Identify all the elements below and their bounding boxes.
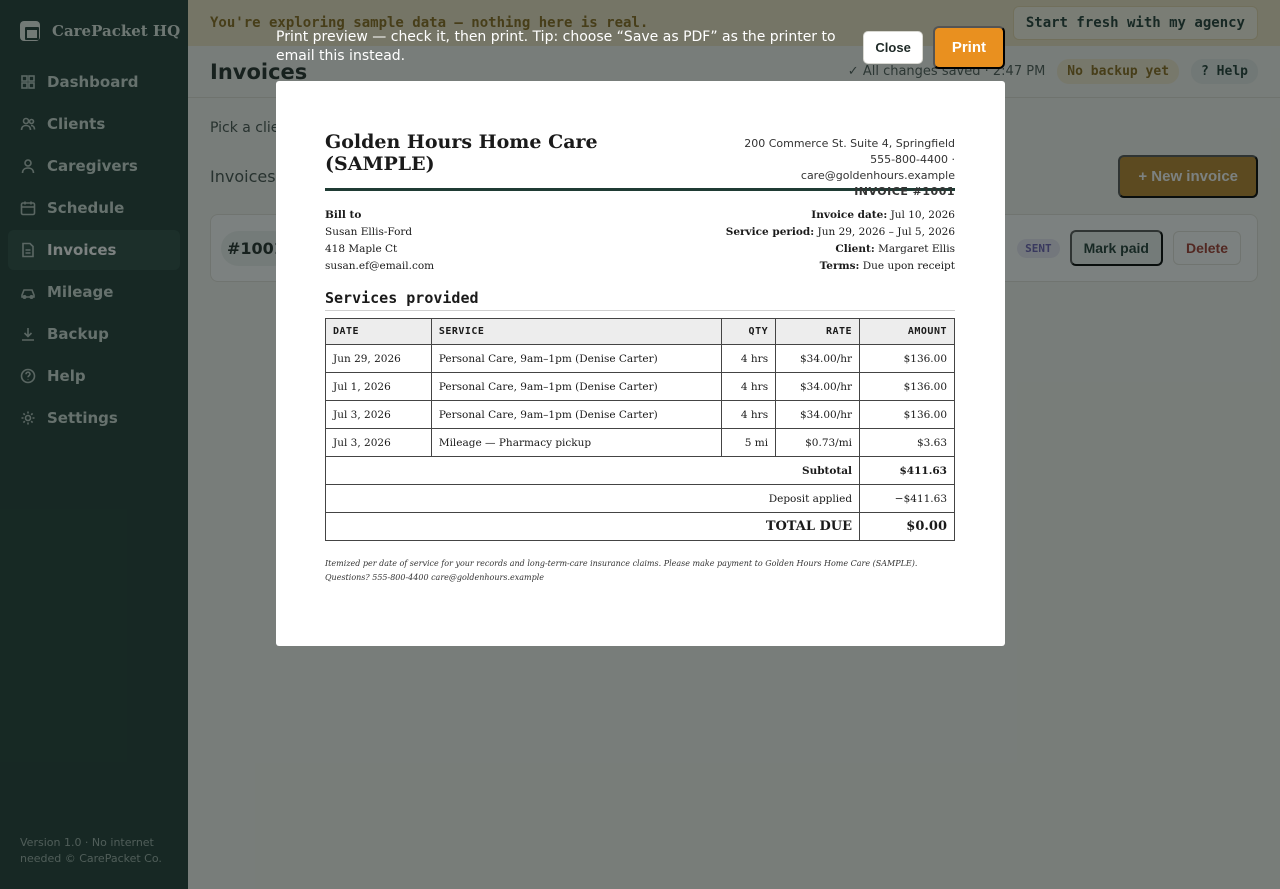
bill-to-label: Bill to — [325, 209, 362, 221]
cell-service: Personal Care, 9am–1pm (Denise Carter) — [431, 373, 721, 401]
client-name — [726, 241, 955, 258]
table-row — [326, 373, 955, 401]
invoice-paper — [276, 81, 1005, 646]
subtotal-value: $411.63 — [860, 457, 955, 485]
meta-label: Client: — [835, 243, 875, 255]
cell-date: Jul 1, 2026 — [326, 373, 432, 401]
meta-value: Jun 29, 2026 – Jul 5, 2026 — [817, 226, 955, 238]
agency-address: 200 Commerce St. Suite 4, Springfield — [744, 137, 955, 150]
column-header-qty: QTY — [722, 319, 776, 345]
invoice-date — [726, 207, 955, 224]
table-row — [326, 429, 955, 457]
cell-qty: 4 hrs — [722, 345, 776, 373]
service-period — [726, 224, 955, 241]
deposit-label: Deposit applied — [326, 485, 860, 513]
total-label: TOTAL DUE — [326, 513, 860, 541]
cell-amount: $3.63 — [860, 429, 955, 457]
print-preview-actions — [863, 27, 1005, 67]
payment-terms — [726, 258, 955, 275]
cell-qty: 4 hrs — [722, 401, 776, 429]
cell-date: Jul 3, 2026 — [326, 429, 432, 457]
cell-rate: $34.00/hr — [776, 345, 860, 373]
cell-amount: $136.00 — [860, 373, 955, 401]
cell-rate: $34.00/hr — [776, 373, 860, 401]
cell-amount: $136.00 — [860, 401, 955, 429]
table-header-row — [326, 319, 955, 345]
meta-value: Jul 10, 2026 — [890, 209, 955, 221]
deposit-row — [326, 485, 955, 513]
cell-date: Jun 29, 2026 — [326, 345, 432, 373]
billing-details — [325, 207, 955, 275]
agency-name: Golden Hours Home Care (SAMPLE) — [325, 131, 598, 175]
bill-to — [325, 207, 434, 275]
meta-label: Invoice date: — [811, 209, 888, 221]
cell-service: Personal Care, 9am–1pm (Denise Carter) — [431, 401, 721, 429]
invoice-document — [325, 129, 955, 585]
invoice-header — [325, 129, 955, 198]
close-button[interactable]: Close — [863, 31, 922, 64]
agency-info — [713, 129, 955, 200]
print-preview-tip: Print preview — check it, then print. Tip: choose “Save as PDF” as the printer to email this instead. — [276, 29, 836, 64]
cell-service: Personal Care, 9am–1pm (Denise Carter) — [431, 345, 721, 373]
meta-label: Terms: — [819, 260, 860, 272]
subtotal-label: Subtotal — [326, 457, 860, 485]
bill-to-email: susan.ef@email.com — [325, 260, 435, 272]
meta-label: Service period: — [725, 226, 815, 238]
bill-to-address: 418 Maple Ct — [325, 243, 398, 255]
column-header-amount: AMOUNT — [860, 319, 955, 345]
agency-contact: 555-800-4400 · care@goldenhours.example — [800, 153, 955, 182]
invoice-label: INVOICE #1001 — [854, 185, 955, 198]
cell-qty: 4 hrs — [722, 373, 776, 401]
total-value: $0.00 — [860, 513, 955, 541]
cell-rate: $34.00/hr — [776, 401, 860, 429]
invoice-meta — [726, 207, 955, 275]
print-button[interactable]: Print — [933, 26, 1005, 69]
meta-value: Due upon receipt — [862, 260, 955, 272]
services-table — [325, 318, 955, 541]
services-section-title: Services provided — [325, 289, 955, 311]
print-preview-bar — [276, 24, 1005, 72]
table-row — [326, 345, 955, 373]
cell-date: Jul 3, 2026 — [326, 401, 432, 429]
bill-to-name: Susan Ellis-Ford — [325, 226, 413, 238]
deposit-value: −$411.63 — [860, 485, 955, 513]
column-header-service: SERVICE — [431, 319, 721, 345]
cell-rate: $0.73/mi — [776, 429, 860, 457]
column-header-date: DATE — [326, 319, 432, 345]
table-row — [326, 401, 955, 429]
column-header-rate: RATE — [776, 319, 860, 345]
cell-service: Mileage — Pharmacy pickup — [431, 429, 721, 457]
subtotal-row — [326, 457, 955, 485]
total-row — [326, 513, 955, 541]
invoice-footnote: Itemized per date of service for your records and long-term-care insurance claims. Please make payment to Golden Hours Home Care (SAMPLE). Questions? 555-800-4400 care@goldenhours.example — [325, 559, 918, 582]
cell-amount: $136.00 — [860, 345, 955, 373]
meta-value: Margaret Ellis — [878, 243, 955, 255]
cell-qty: 5 mi — [722, 429, 776, 457]
